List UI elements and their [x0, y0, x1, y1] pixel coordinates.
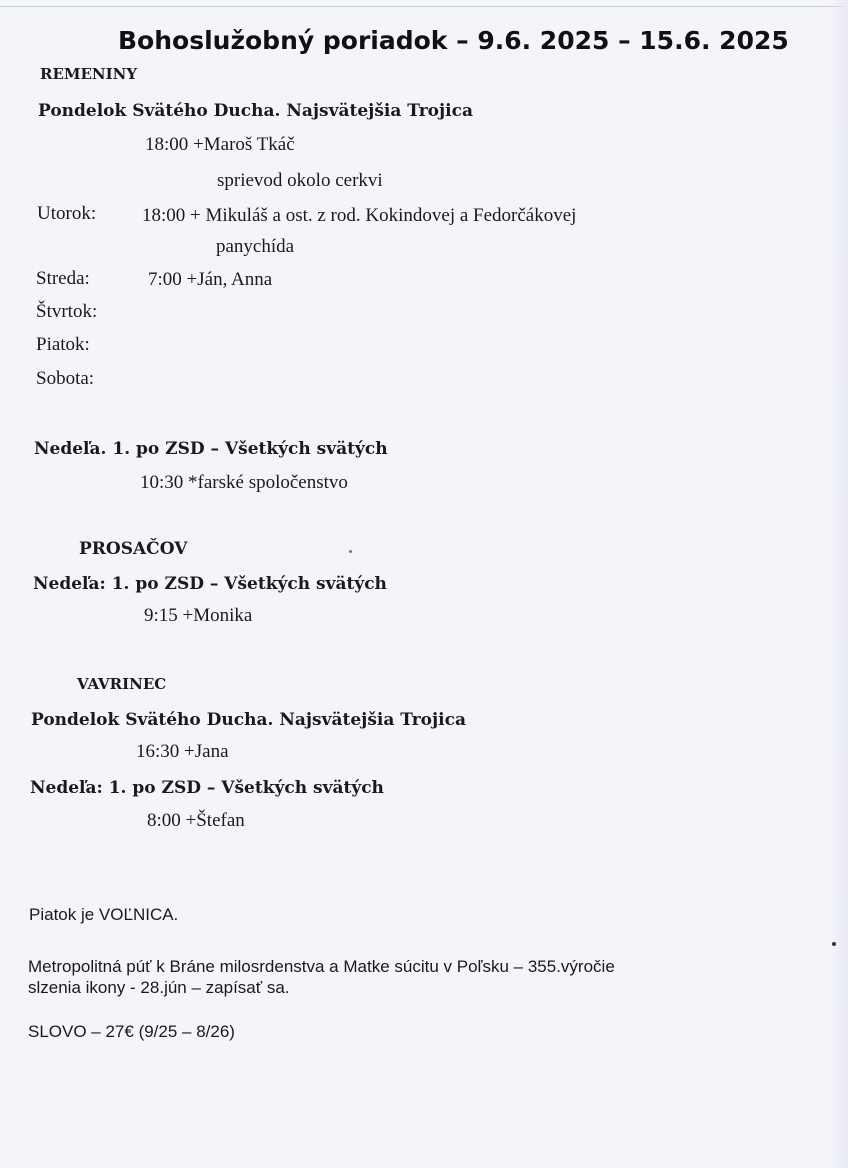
- scan-right-edge: [830, 0, 848, 1168]
- remeniny-wednesday-mass: 7:00 +Ján, Anna: [148, 269, 273, 290]
- vavrinec-monday-heading: Pondelok Svätého Ducha. Najsvätejšia Trojica: [31, 710, 466, 730]
- vavrinec-monday-mass: 16:30 +Jana: [136, 741, 229, 762]
- slovo-subscription-note: SLOVO – 27€ (9/25 – 8/26): [28, 1022, 235, 1041]
- vavrinec-sunday-mass: 8:00 +Štefan: [147, 810, 245, 831]
- scan-top-edge: [0, 6, 848, 7]
- thursday-label: Štvrtok:: [36, 301, 98, 322]
- remeniny-monday-mass: 18:00 +Maroš Tkáč: [145, 134, 295, 155]
- remeniny-sunday-mass: 10:30 *farské spoločenstvo: [140, 472, 348, 493]
- scan-speck: [832, 942, 836, 946]
- remeniny-sunday-heading: Nedeľa. 1. po ZSD – Všetkých svätých: [34, 439, 388, 459]
- page-title: Bohoslužobný poriadok – 9.6. 2025 – 15.6. 2025: [118, 26, 789, 55]
- scan-speck: [349, 550, 352, 553]
- remeniny-monday-note: sprievod okolo cerkvi: [217, 170, 383, 191]
- wednesday-label: Streda:: [36, 268, 90, 289]
- remeniny-tuesday-mass: 18:00 + Mikuláš a ost. z rod. Kokindovej a Fedorčákovej: [142, 205, 577, 226]
- section-prosacov-title: PROSAČOV: [79, 539, 188, 559]
- section-vavrinec-title: VAVRINEC: [77, 675, 167, 693]
- pilgrimage-note-line1: Metropolitná púť k Bráne milosrdenstva a Matke súcitu v Poľsku – 355.výročie: [28, 957, 615, 976]
- vavrinec-sunday-heading: Nedeľa: 1. po ZSD – Všetkých svätých: [30, 778, 384, 798]
- remeniny-monday-heading: Pondelok Svätého Ducha. Najsvätejšia Trojica: [38, 101, 473, 121]
- saturday-label: Sobota:: [36, 368, 95, 389]
- prosacov-sunday-heading: Nedeľa: 1. po ZSD – Všetkých svätých: [33, 574, 387, 594]
- friday-label: Piatok:: [36, 334, 90, 355]
- remeniny-tuesday-note: panychída: [216, 236, 295, 257]
- prosacov-sunday-mass: 9:15 +Monika: [144, 605, 253, 626]
- tuesday-label: Utorok:: [37, 203, 97, 224]
- friday-free-note: Piatok je VOĽNICA.: [29, 905, 179, 924]
- pilgrimage-note-line2: slzenia ikony - 28.jún – zapísať sa.: [28, 978, 290, 997]
- section-remeniny-title: REMENINY: [40, 65, 138, 83]
